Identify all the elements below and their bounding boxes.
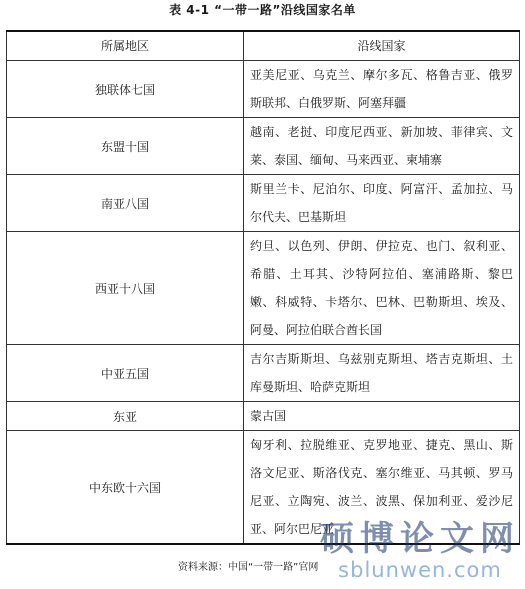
region-cell: 西亚十八国 bbox=[7, 232, 244, 345]
region-cell: 东亚 bbox=[7, 402, 244, 431]
table-row bbox=[7, 175, 520, 232]
countries-cell: 亚美尼亚、乌克兰、摩尔多瓦、格鲁吉亚、俄罗斯联邦、白俄罗斯、阿塞拜疆 bbox=[244, 61, 520, 118]
table-row bbox=[7, 345, 520, 402]
watermark-chinese-text: 硕博论文网 bbox=[320, 519, 520, 559]
source-note: 资料来源：中国“一带一路”官网 bbox=[178, 562, 319, 573]
region-cell: 东盟十国 bbox=[7, 118, 244, 175]
countries-cell: 吉尔吉斯斯坦、乌兹别克斯坦、塔吉克斯坦、土库曼斯坦、哈萨克斯坦 bbox=[244, 345, 520, 402]
countries-cell: 斯里兰卡、尼泊尔、印度、阿富汗、孟加拉、马尔代夫、巴基斯坦 bbox=[244, 175, 520, 232]
table-row bbox=[7, 232, 520, 345]
region-cell: 独联体七国 bbox=[7, 61, 244, 118]
column-header-region: 所属地区 bbox=[7, 31, 244, 61]
countries-cell: 约旦、以色列、伊朗、伊拉克、也门、叙利亚、希腊、土耳其、沙特阿拉伯、塞浦路斯、黎巴嫩、科威特、卡塔尔、巴林、巴勒斯坦、埃及、阿曼、阿拉伯联合酋长国 bbox=[244, 232, 520, 345]
table-caption: 表 4-1 “一带一路”沿线国家名单 bbox=[169, 3, 356, 17]
watermark-url-text: sblunwen.com bbox=[338, 558, 502, 582]
table-row bbox=[7, 61, 520, 118]
region-cell: 南亚八国 bbox=[7, 175, 244, 232]
region-cell: 中亚五国 bbox=[7, 345, 244, 402]
table-row bbox=[7, 431, 520, 545]
countries-cell: 越南、老挝、印度尼西亚、新加坡、菲律宾、文莱、泰国、缅甸、马来西亚、柬埔寨 bbox=[244, 118, 520, 175]
table-header-row bbox=[7, 31, 520, 61]
region-cell: 中东欧十六国 bbox=[7, 431, 244, 545]
countries-table bbox=[6, 30, 520, 545]
countries-cell: 匈牙利、拉脱维亚、克罗地亚、捷克、黑山、斯洛文尼亚、斯洛伐克、塞尔维亚、马其顿、罗马尼亚、立陶宛、波兰、波黑、保加利亚、爱沙尼亚、阿尔巴尼亚 bbox=[244, 431, 520, 545]
column-header-countries: 沿线国家 bbox=[244, 31, 520, 61]
table-row bbox=[7, 402, 520, 431]
table-row bbox=[7, 118, 520, 175]
countries-cell: 蒙古国 bbox=[244, 402, 520, 431]
